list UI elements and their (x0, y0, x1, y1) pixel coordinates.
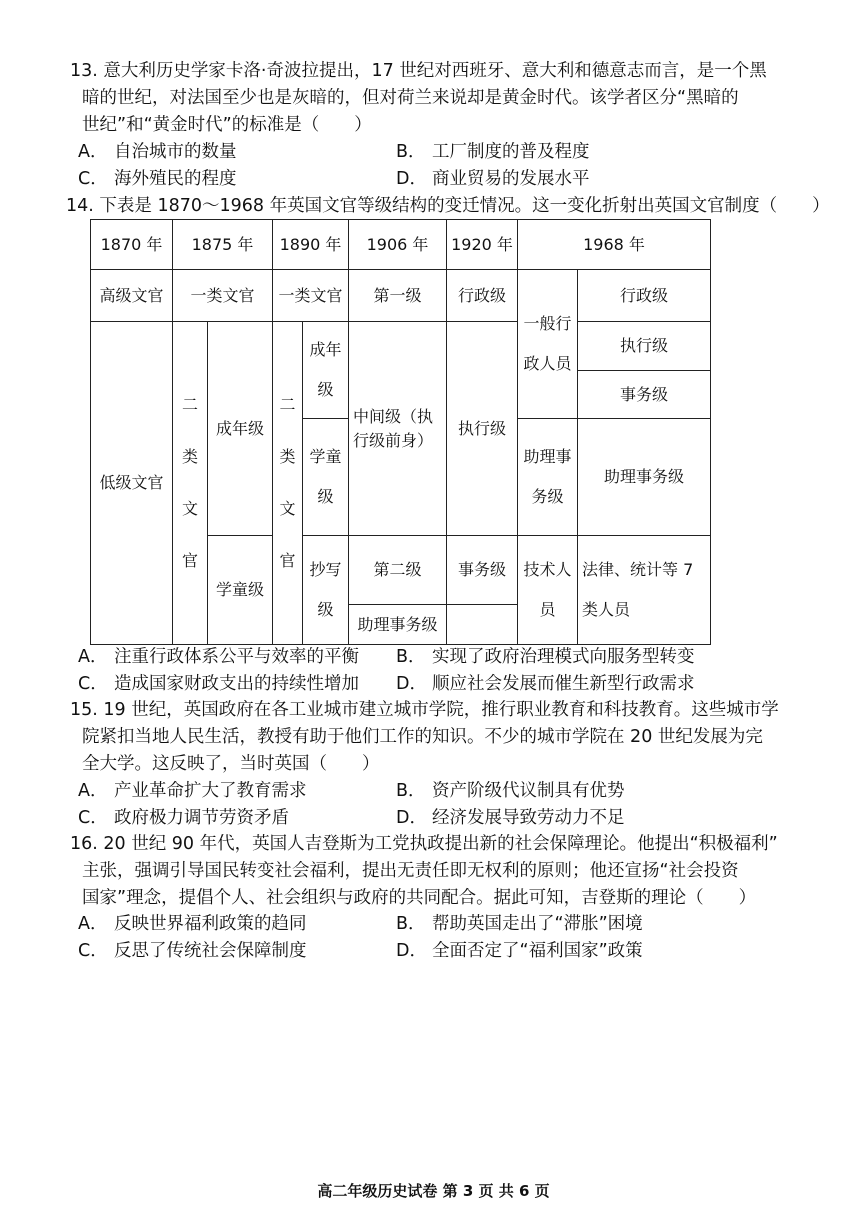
question-15-line: 全大学。这反映了，当时英国（ ） (82, 754, 380, 774)
table-cell: 事务级 (578, 371, 711, 419)
table-cell: 一般行政人员 (518, 270, 578, 419)
table-cell: 高级文官 (91, 270, 173, 322)
question-15 (70, 697, 810, 778)
question-15-line: 院紧扣当地人民生活，教授有助于他们工作的知识。不少的城市学院在 20 世纪发展为完 (82, 727, 763, 747)
question-16 (70, 831, 810, 912)
table-cell: 一类文官 (273, 270, 349, 322)
question-15-options (78, 778, 778, 832)
year-header: 1875 年 (173, 220, 273, 270)
table-cell: 学童级 (303, 419, 349, 536)
table-cell-vertical: 二类文官 (173, 322, 208, 645)
question-16-line: 国家”理念，提倡个人、社会组织与政府的共同配合。据此可知，吉登斯的理论（ ） (82, 888, 757, 908)
table-cell: 执行级 (578, 322, 711, 371)
option-c[interactable]: C． 反思了传统社会保障制度 (78, 941, 307, 961)
option-a[interactable]: A． 自治城市的数量 (78, 142, 237, 162)
question-13-options (78, 139, 778, 193)
table-cell: 一类文官 (173, 270, 273, 322)
option-a[interactable]: A． 产业革命扩大了教育需求 (78, 781, 307, 801)
question-16-line: 主张，强调引导国民转变社会福利，提出无责任即无权利的原则；他还宣扬“社会投资 (82, 861, 739, 881)
civil-service-table (90, 219, 711, 645)
option-a[interactable]: A． 注重行政体系公平与效率的平衡 (78, 647, 359, 667)
table-cell: 法律、统计等 7 类人员 (578, 536, 711, 645)
question-16-options (78, 911, 778, 965)
option-d[interactable]: D． 顺应社会发展而催生新型行政需求 (396, 674, 695, 694)
option-d[interactable]: D． 全面否定了“福利国家”政策 (396, 941, 643, 961)
year-header: 1906 年 (349, 220, 447, 270)
table-cell: 行政级 (578, 270, 711, 322)
table-cell: 执行级 (447, 322, 518, 536)
table-cell: 行政级 (447, 270, 518, 322)
table-cell: 第一级 (349, 270, 447, 322)
table-cell-empty (447, 605, 518, 645)
table-header-row (91, 220, 711, 270)
question-13 (70, 58, 810, 139)
option-a[interactable]: A． 反映世界福利政策的趋同 (78, 914, 307, 934)
year-header: 1870 年 (91, 220, 173, 270)
question-13-line: 13. 意大利历史学家卡洛·奇波拉提出，17 世纪对西班牙、意大利和德意志而言，是一个黑 (70, 61, 767, 81)
question-13-line: 世纪”和“黄金时代”的标准是（ ） (82, 115, 372, 135)
table-cell: 学童级 (208, 536, 273, 645)
question-14 (66, 193, 830, 220)
table-cell: 助理事务级 (518, 419, 578, 536)
option-b[interactable]: B． 实现了政府治理模式向服务型转变 (396, 647, 695, 667)
table-cell: 成年级 (208, 322, 273, 536)
table-cell: 低级文官 (91, 322, 173, 645)
option-d[interactable]: D． 经济发展导致劳动力不足 (396, 808, 625, 828)
table-cell: 事务级 (447, 536, 518, 605)
option-b[interactable]: B． 资产阶级代议制具有优势 (396, 781, 625, 801)
year-header: 1920 年 (447, 220, 518, 270)
table-cell-vertical: 二类文官 (273, 322, 303, 645)
question-15-line: 15. 19 世纪，英国政府在各工业城市建立城市学院，推行职业教育和科技教育。这些城市学 (70, 700, 779, 720)
question-14-line: 14. 下表是 1870～1968 年英国文官等级结构的变迁情况。这一变化折射出英国文官制度（ ） (66, 196, 830, 216)
option-c[interactable]: C． 政府极力调节劳资矛盾 (78, 808, 289, 828)
table-cell: 中间级（执行级前身） (349, 322, 447, 536)
table-cell: 技术人员 (518, 536, 578, 645)
option-b[interactable]: B． 工厂制度的普及程度 (396, 142, 590, 162)
table-row (91, 322, 711, 371)
year-header: 1968 年 (518, 220, 711, 270)
question-16-line: 16. 20 世纪 90 年代，英国人吉登斯为工党执政提出新的社会保障理论。他提出“积极福利” (70, 834, 778, 854)
option-c[interactable]: C． 造成国家财政支出的持续性增加 (78, 674, 359, 694)
option-b[interactable]: B． 帮助英国走出了“滞胀”困境 (396, 914, 643, 934)
option-c[interactable]: C． 海外殖民的程度 (78, 169, 237, 189)
year-header: 1890 年 (273, 220, 349, 270)
table-cell: 助理事务级 (349, 605, 447, 645)
table-cell: 成年级 (303, 322, 349, 419)
question-14-options (78, 644, 778, 698)
table-cell: 抄写级 (303, 536, 349, 645)
table-cell: 第二级 (349, 536, 447, 605)
option-d[interactable]: D． 商业贸易的发展水平 (396, 169, 590, 189)
page-footer: 高二年级历史试卷 第 3 页 共 6 页 (317, 1182, 550, 1200)
table-cell: 助理事务级 (578, 419, 711, 536)
table-row (91, 270, 711, 322)
question-13-line: 暗的世纪，对法国至少也是灰暗的，但对荷兰来说却是黄金时代。该学者区分“黑暗的 (82, 88, 739, 108)
